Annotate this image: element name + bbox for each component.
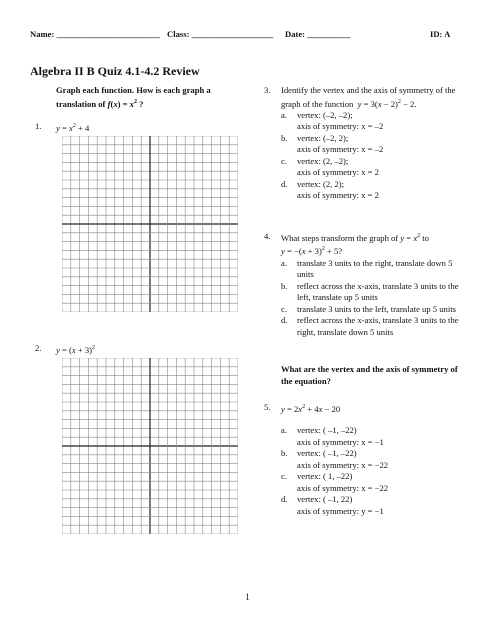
date-field-label: Date: __________	[285, 29, 351, 39]
section-instructions-graph	[56, 85, 256, 110]
answer-choice[interactable]	[281, 425, 471, 448]
choice-text-line-1: vertex: (2, 2);	[297, 178, 345, 189]
choice-letter: b.	[281, 448, 288, 459]
question-4-number: 4.	[264, 231, 271, 241]
answer-choice[interactable]	[281, 156, 471, 179]
choice-letter: b.	[281, 280, 288, 291]
question-3-stem-line-1: Identify the vertex and the axis of symmetry of the	[281, 85, 456, 95]
choice-text-line-2: axis of symmetry: y = −1	[297, 505, 384, 516]
question-3-choices	[281, 110, 471, 202]
choice-letter: a.	[281, 257, 287, 268]
question-3	[281, 85, 471, 202]
section-instructions-vertex	[281, 364, 477, 387]
name-field-label: Name: ________________________	[30, 29, 160, 39]
choice-text-line-1: vertex: ( 1, –22)	[297, 471, 353, 482]
answer-choice[interactable]	[281, 448, 471, 471]
question-3-number: 3.	[264, 85, 271, 95]
question-5-equation: $y = 2x^2 + 4x - 20$	[281, 403, 341, 414]
question-1-equation: $y = x^2 + 4$	[56, 122, 90, 133]
choice-letter: d.	[281, 494, 288, 505]
choice-text-line-1: vertex: (–2, –2);	[297, 109, 353, 120]
instruction-line-2: translation of $f(x) = x^2$ ?	[56, 98, 144, 109]
choice-text-line-2: units	[297, 269, 314, 280]
choice-text-line-1: vertex: (–2, 2);	[297, 132, 349, 143]
question-4-choices	[281, 258, 477, 339]
choice-letter: a.	[281, 109, 287, 120]
choice-text-line-2: axis of symmetry: x = 2	[297, 190, 379, 201]
question-4-stem-line-2: $y = -(x + 3)^2 + 5$?	[281, 246, 343, 257]
choice-letter: b.	[281, 132, 288, 143]
choice-text-line-1: vertex: ( –1, 22)	[297, 494, 353, 505]
question-5	[281, 402, 471, 517]
answer-choice[interactable]	[281, 258, 477, 281]
choice-letter: c.	[281, 471, 287, 482]
choice-text-line-2: left, translate up 5 units	[297, 292, 378, 303]
answer-choice[interactable]	[281, 304, 477, 316]
answer-choice[interactable]	[281, 281, 477, 304]
question-2-number: 2.	[35, 343, 42, 353]
question-5-number: 5.	[264, 402, 271, 412]
choice-text-line-2: axis of symmetry: x = −22	[297, 482, 389, 493]
question-3-stem-line-2: graph of the function $y = 3(x - 2)^2 - 2$.	[281, 98, 417, 109]
choice-text-line-1: translate 3 units to the left, translate up 5 units	[297, 303, 456, 314]
answer-choice[interactable]	[281, 315, 477, 338]
choice-text-line-2: right, translate down 5 units	[297, 326, 394, 337]
choice-text-line-1: reflect across the x-axis, translate 3 units to the	[297, 280, 459, 291]
page-number: 1	[245, 592, 250, 602]
choice-letter: d.	[281, 178, 288, 189]
choice-letter: c.	[281, 303, 287, 314]
answer-choice[interactable]	[281, 133, 471, 156]
quiz-title: Algebra II B Quiz 4.1-4.2 Review	[30, 64, 200, 78]
answer-choice[interactable]	[281, 179, 471, 202]
choice-text-line-1: reflect across the x-axis, translate 3 units to the	[297, 315, 459, 326]
choice-text-line-1: vertex: ( –1, –22)	[297, 448, 357, 459]
class-field-label: Class: ___________________	[167, 29, 274, 39]
instruction-line-1: Graph each function. How is each graph a	[56, 85, 211, 95]
choice-text-line-2: axis of symmetry: x = –2	[297, 121, 384, 132]
answer-choice[interactable]	[281, 494, 471, 517]
question-4-stem-line-1: What steps transform the graph of $y = x^2$ to	[281, 232, 429, 243]
choice-letter: d.	[281, 315, 288, 326]
graph-grid-q2[interactable]	[62, 358, 238, 534]
answer-choice[interactable]	[281, 110, 471, 133]
choice-text-line-1: vertex: ( –1, –22)	[297, 425, 357, 436]
choice-letter: a.	[281, 425, 287, 436]
choice-text-line-2: axis of symmetry: x = –2	[297, 144, 384, 155]
choice-text-line-2: axis of symmetry: x = −22	[297, 459, 389, 470]
section-2-line-2: the equation?	[281, 375, 331, 386]
choice-text-line-2: axis of symmetry: x = 2	[297, 167, 379, 178]
choice-letter: c.	[281, 155, 287, 166]
question-1-number: 1.	[35, 121, 42, 131]
graph-grid-q1[interactable]	[62, 136, 238, 312]
question-4	[281, 231, 477, 338]
id-label: ID: A	[430, 29, 451, 39]
choice-text-line-1: translate 3 units to the right, translate down 5	[297, 257, 453, 268]
answer-choice[interactable]	[281, 471, 471, 494]
choice-text-line-2: axis of symmetry: x = −1	[297, 436, 384, 447]
question-2-equation: $y = (x + 3)^2$	[56, 344, 95, 355]
question-5-choices	[281, 425, 471, 517]
choice-text-line-1: vertex: (2, –2);	[297, 155, 349, 166]
section-2-line-1: What are the vertex and the axis of symmetry of	[281, 364, 458, 374]
